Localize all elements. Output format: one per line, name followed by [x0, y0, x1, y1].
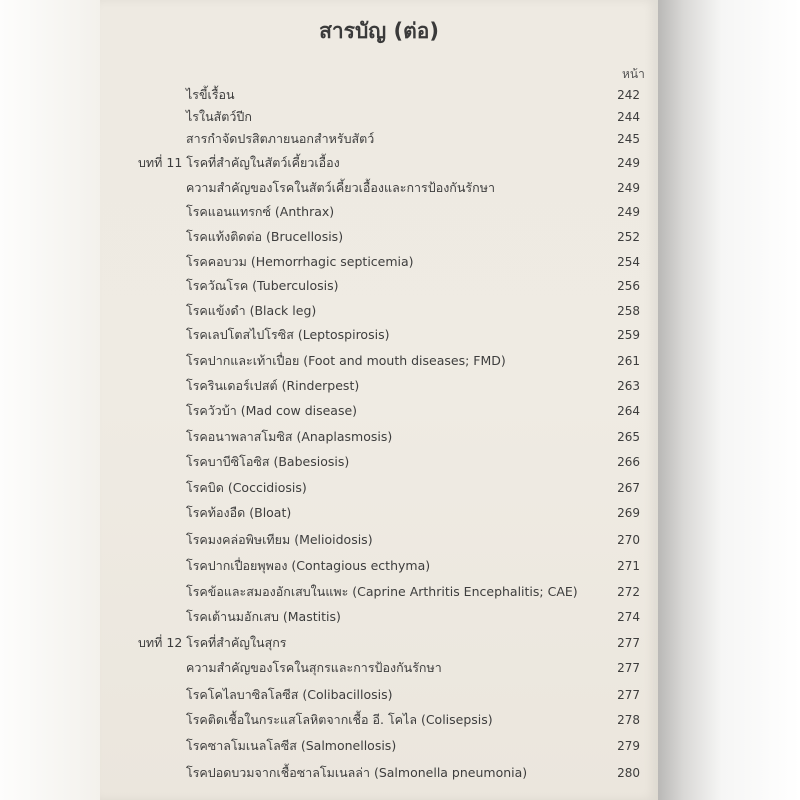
toc-entry-page: 279 — [617, 739, 640, 753]
toc-entry-page: 249 — [617, 156, 640, 170]
toc-entry-page: 244 — [617, 110, 640, 124]
toc-entry — [100, 556, 658, 580]
toc-entry-text: ความสำคัญของโรคในสุกรและการป้องกันรักษา — [186, 660, 442, 675]
toc-entry — [100, 710, 658, 734]
toc-entry — [100, 107, 658, 131]
toc-entry-text: โรคแข้งดำ (Black leg) — [186, 303, 317, 318]
toc-entry — [100, 252, 658, 276]
toc-entry-text: โรคแอนแทรกซ์ (Anthrax) — [186, 204, 335, 219]
toc-entry-page: 271 — [617, 559, 640, 573]
toc-entry-text: สารกำจัดปรสิตภายนอกสำหรับสัตว์ — [186, 131, 375, 146]
toc-entry — [100, 325, 658, 349]
toc-entry — [100, 427, 658, 451]
toc-entry-text: โรคบาบีซิโอซิส (Babesiosis) — [186, 454, 350, 469]
toc-entry-page: 254 — [617, 255, 640, 269]
toc-entry-text: โรคท้องอืด (Bloat) — [186, 505, 292, 520]
toc-entry-page: 277 — [617, 661, 640, 675]
background-right — [658, 0, 800, 800]
toc-entry — [100, 129, 658, 153]
toc-entry-page: 259 — [617, 328, 640, 342]
toc-entry-text: โรคซาลโมเนลโลซีส (Salmonellosis) — [186, 738, 397, 753]
toc-entry-page: 277 — [617, 636, 640, 650]
toc-entry — [100, 85, 658, 109]
toc-entry — [100, 351, 658, 375]
page-title: สารบัญ (ต่อ) — [319, 19, 439, 43]
toc-entry-text: โรคปากเปื่อยพุพอง (Contagious ecthyma) — [186, 558, 431, 573]
toc-entry-page: 245 — [617, 132, 640, 146]
toc-entry-page: 269 — [617, 506, 640, 520]
toc-entry-text: โรคปอดบวมจากเชื้อซาลโมเนลล่า (Salmonella pneumonia) — [186, 765, 528, 780]
toc-entry-page: 263 — [617, 379, 640, 393]
toc-entry-text: โรควัณโรค (Tuberculosis) — [186, 278, 339, 293]
toc-entry-text: โรคแท้งติดต่อ (Brucellosis) — [186, 229, 344, 244]
toc-entry — [100, 478, 658, 502]
toc-entry — [100, 658, 658, 682]
toc-entry-text: ไรในสัตว์ปีก — [186, 109, 252, 124]
toc-entry-page: 274 — [617, 610, 640, 624]
toc-entry-text: โรคเต้านมอักเสบ (Mastitis) — [186, 609, 341, 624]
toc-entry — [100, 227, 658, 251]
toc-entry-text: โรคติดเชื้อในกระแสโลหิตจากเชื้อ อี. โคไล (Colisepsis) — [186, 712, 493, 727]
toc-entry-page: 278 — [617, 713, 640, 727]
toc-chapter-text: บทที่ 11 โรคที่สำคัญในสัตว์เคี้ยวเอื้อง — [138, 155, 340, 170]
toc-entry — [100, 582, 658, 606]
background-left — [0, 0, 100, 800]
toc-entry — [100, 763, 658, 787]
toc-entry — [100, 736, 658, 760]
toc-entry-page: 261 — [617, 354, 640, 368]
toc-entry-text: โรคปากและเท้าเปื่อย (Foot and mouth diseases; FMD) — [186, 353, 506, 368]
toc-chapter — [100, 153, 658, 177]
toc-entry-text: โรคอนาพลาสโมซิส (Anaplasmosis) — [186, 429, 393, 444]
toc-entry — [100, 178, 658, 202]
toc-entry — [100, 503, 658, 527]
toc-entry-page: 267 — [617, 481, 640, 495]
toc-entry-page: 280 — [617, 766, 640, 780]
toc-entry-text: ไรขี้เรื้อน — [186, 87, 235, 102]
toc-entry-page: 272 — [617, 585, 640, 599]
toc-entry — [100, 452, 658, 476]
toc-chapter-text: บทที่ 12 โรคที่สำคัญในสุกร — [138, 635, 287, 650]
toc-entry-page: 252 — [617, 230, 640, 244]
toc-entry — [100, 401, 658, 425]
toc-entry — [100, 376, 658, 400]
toc-entry-text: โรคคอบวม (Hemorrhagic septicemia) — [186, 254, 414, 269]
toc-entry — [100, 202, 658, 226]
toc-entry — [100, 685, 658, 709]
toc-entry-text: โรคมงคล่อพิษเทียม (Melioidosis) — [186, 532, 373, 547]
toc-entry-page: 265 — [617, 430, 640, 444]
toc-entry — [100, 530, 658, 554]
toc-entry-text: โรควัวบ้า (Mad cow disease) — [186, 403, 358, 418]
toc-entry-page: 277 — [617, 688, 640, 702]
toc-entry-page: 258 — [617, 304, 640, 318]
toc-entry-page: 249 — [617, 205, 640, 219]
toc-entry — [100, 276, 658, 300]
page-column-header: หน้า — [622, 67, 645, 81]
toc-entry-text: โรครินเดอร์เปสต์ (Rinderpest) — [186, 378, 360, 393]
toc-entry-text: โรคบิด (Coccidiosis) — [186, 480, 307, 495]
toc-entry-page: 256 — [617, 279, 640, 293]
toc-chapter — [100, 633, 658, 657]
toc-list — [100, 0, 658, 800]
toc-entry-text: โรคโคไลบาซิลโลซีส (Colibacillosis) — [186, 687, 393, 702]
toc-entry — [100, 301, 658, 325]
book-page — [100, 0, 658, 800]
toc-entry-page: 266 — [617, 455, 640, 469]
toc-entry-page: 270 — [617, 533, 640, 547]
toc-entry-page: 242 — [617, 88, 640, 102]
toc-entry-text: โรคเลปโตสไปโรซิส (Leptospirosis) — [186, 327, 390, 342]
toc-entry-text: โรคข้อและสมองอักเสบในแพะ (Caprine Arthritis Encephalitis; CAE) — [186, 584, 578, 599]
toc-entry-page: 264 — [617, 404, 640, 418]
toc-entry-text: ความสำคัญของโรคในสัตว์เคี้ยวเอื้องและการป้องกันรักษา — [186, 180, 495, 195]
toc-entry-page: 249 — [617, 181, 640, 195]
toc-entry — [100, 607, 658, 631]
